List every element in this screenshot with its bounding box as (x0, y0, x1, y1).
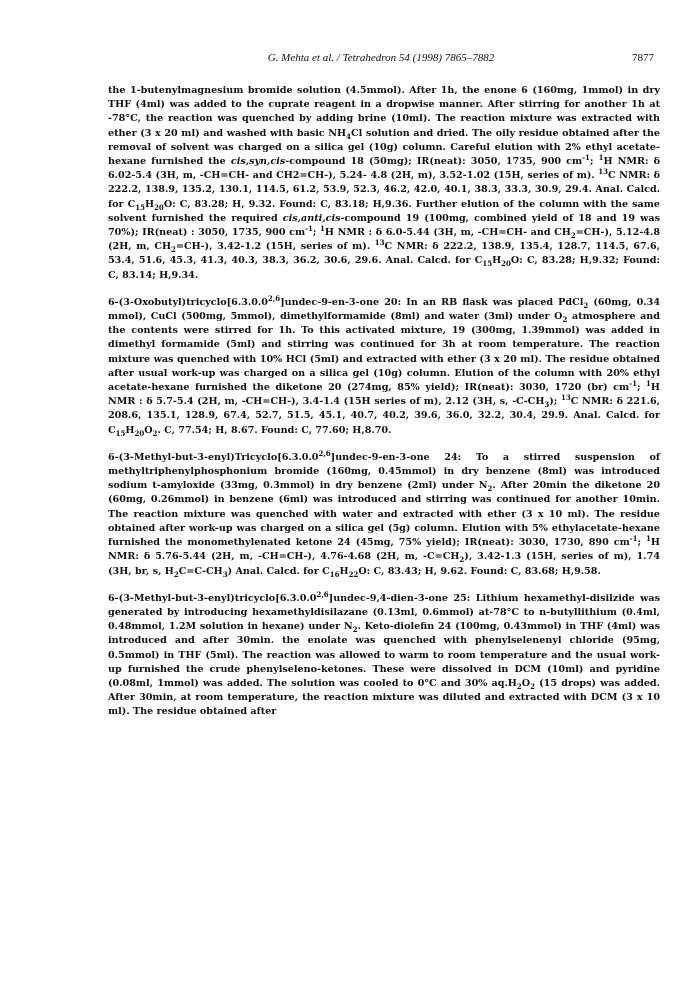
paragraph-compound-24: 6-(3-Methyl-but-3-enyl)Tricyclo[6.3.0.0$^{2,6}$]undec-9-en-3-one 24: To a stirred suspension of methyltriphenylphosphonium bromide (160mg, 0.45mmol) in dry benzene (8ml) was introduced sodium t-amyloxide (33mg, 0.3mmol) in dry benzene (2ml) under $N_2$. After 20min the diketone 20 (60mg, 0.26mmol) in benzene (6ml) was introduced and stirring was continued for another 10min. The reaction mixture was quenched with water and extracted with ether (3 x 10 ml). The residue obtained after work-up was charged on a silica gel (5g) column. Elution with 5% ethylacetate-hexane furnished the monomethylenated ketone 24 (45mg, 75% yield); IR(neat): 3030, 1730, 890 $cm^{-1}$; $^1$H NMR: δ 5.76-5.44 (2H, m, -CH=CH-), 4.76-4.68 (2H, m, $-C=CH_2$), 3.42-1.3 (15H, series of m), 1.74 (3H, br, s, $H_2C=C-CH_3$) Anal. Calcd. for $C_{16}H_{22}O$: C, 83.43; H, 9.62. Found: C, 83.68; H,9.58. (108, 448, 660, 579)
running-header (108, 52, 654, 68)
paragraph-compound-25: 6-(3-Methyl-but-3-enyl)tricyclo[6.3.0.0$^{2,6}$]undec-9,4-dien-3-one 25: Lithium hexamethyl-disilzide was generated by introducing hexamethyldisilazane (0.13ml, 0.6mmol) at-78°C to n-butyllithium (0.4ml, 0.48mmol, 1.2M solution in hexane) under $N_2$. Keto-diolefin 24 (100mg, 0.43mmol) in THF (4ml) was introduced and after 30min. the enolate was quenched with phenylselenenyl chloride (95mg, 0.5mmol) in THF (5ml). The reaction was allowed to warm to room temperature and the usual work-up furnished the crude phenylseleno-ketones. These were dissolved in DCM (10ml) and pyridine (0.08ml, 1mmol) was added. The solution was cooled to 0°C and 30% $aq.H_2O_2$ (15 drops) was added. After 30min, at room temperature, the reaction mixture was diluted and extracted with DCM (3 x 10 ml). The residue obtained after (108, 589, 660, 718)
page-number: 7877 (632, 52, 654, 64)
paragraph-compound-20: 6-(3-Oxobutyl)tricyclo[6.3.0.0$^{2,6}$]undec-9-en-3-one 20: In an RB flask was placed PdCl$_2$ (60mg, 0.34 mmol), CuCl (500mg, 5mmol), dimethylformamide (8ml) and water (3ml) under $O_2$ atmosphere and the contents were stirred for 1h. To this activated mixture, 19 (300mg, 1.39mmol) was added in dimethyl formamide (5ml) and stirring was continued for 3h at room temperature. The reaction mixture was quenched with 10% HCl (5ml) and extracted with ether (3 x 20 ml). The residue obtained after usual work-up was charged on a silica gel (10g) column. Elution of the column with 20% ethyl acetate-hexane furnished the diketone 20 (274mg, 85% yield); IR(neat): 3030, 1720 (br) $cm^{-1}$; $^1$H NMR : δ 5.7-5.4 (2H, m, -CH=CH-), 3.4-1.4 (15H series of m), 2.12 (3H, s, $-C-CH_3$); $^{13}$C NMR: δ 221.6, 208.6, 135.1, 128.9, 67.4, 52.7, 51.5, 45.1, 40.7, 40.2, 39.6, 36.0, 32.2, 30.4, 29.9. Anal. Calcd. for $C_{15}H_{20}O_2$. C, 77.54; H, 8.67. Found: C, 77.60; H,8.70. (108, 293, 661, 438)
paragraph-compounds-18-19: the 1-butenylmagnesium bromide solution (4.5mmol). After 1h, the enone 6 (160mg, 1mmol) in dry THF (4ml) was added to the cuprate reagent in a dropwise manner. After stirring for another 1h at -78°C, the reaction was quenched by adding brine (10ml). The reaction mixture was extracted with ether (3 x 20 ml) and washed with basic $NH_4Cl$ solution and dried. The oily residue obtained after the removal of solvent was charged on a silica gel (10g) column. Careful elution with 2% ethyl acetate-hexane furnished the cis,syn,cis-compound 18 (50mg); IR(neat): 3050, 1735, 900 $cm^{-1}$; $^1$H NMR: δ 6.02-5.4 (3H, m, -CH=CH- and CH2=CH-), 5.24- 4.8 (2H, m), 3.52-1.02 (15H, series of m). $^{13}$C NMR: δ 222.2, 138.9, 135.2, 130.1, 114.5, 61.2, 53.9, 52.3, 46.2, 42.0, 40.1, 38.3, 33.3, 30.9, 29.4. Anal. Calcd. for $C_{15}H_{20}O$: C, 83.28; H, 9.32. Found: C, 83.18; H,9.36. Further elution of the column with the same solvent furnished the required cis,anti,cis-compound 19 (100mg, combined yield of 18 and 19 was 70%); IR(neat) : 3050, 1735, 900 $cm^{-1}$; $^1$H NMR : δ 6.0-5.44 (3H, m, -CH=CH- and $CH_2=CH-$), 5.12-4.8 (2H, m, $CH_2=CH-$), 3.42-1.2 (15H, series of m). $^{13}$C NMR: δ 222.2, 138.9, 135.4, 128.7, 114.5, 67.6, 53.4, 51.6, 45.3, 41.3, 40.3, 38.3, 36.2, 30.6, 29.6. Anal. Calcd. for $C_{15}H_{20}O$: C, 83.28; H,9.32; Found: C, 83.14; H,9.34. (108, 85, 661, 281)
experimental-text (108, 84, 660, 720)
journal-citation: G. Mehta et al. / Tetrahedron 54 (1998) 7865–7882 (267, 52, 495, 64)
